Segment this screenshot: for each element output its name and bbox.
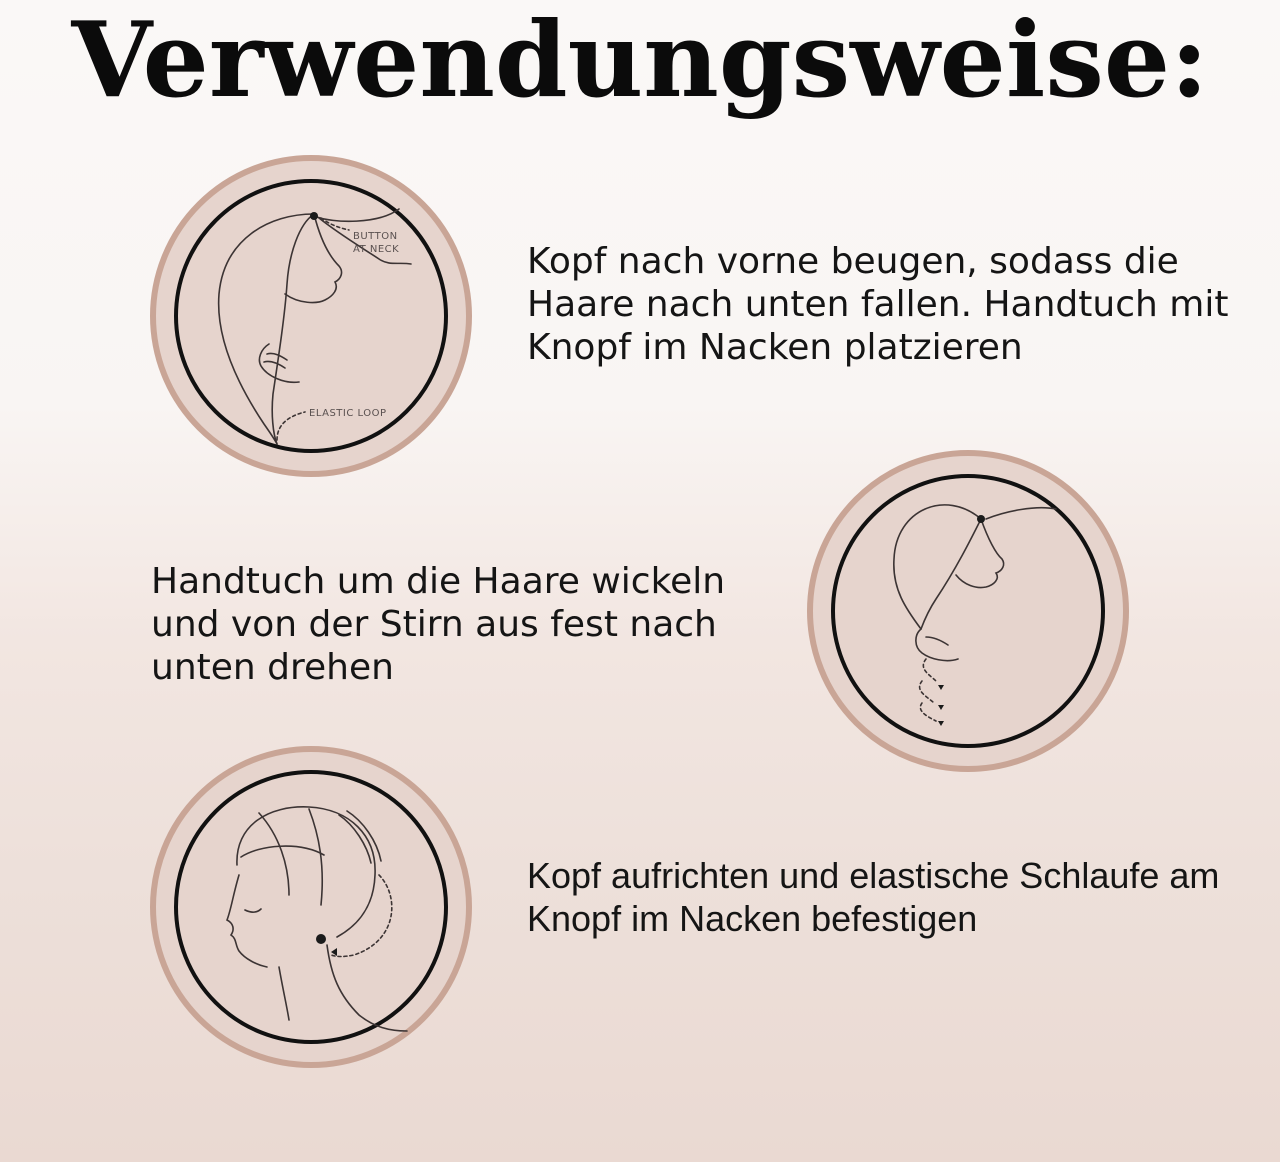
label-button-line2: AT NECK <box>353 244 400 255</box>
step-2-text: Handtuch um die Haare wickeln und von der Stirn aus fest nach unten drehen <box>151 561 726 688</box>
page-title: Verwendungsweise: <box>71 0 1209 121</box>
step-3-illustration <box>149 745 473 1069</box>
step-1-illustration <box>149 154 473 478</box>
label-button-line1: BUTTON <box>353 231 398 242</box>
label-elastic-loop: ELASTIC LOOP <box>309 408 387 419</box>
step-1-text: Kopf nach vorne beugen, sodass die Haare nach unten fallen. Handtuch mit Knopf im Nacken platzieren <box>527 241 1229 368</box>
step-3-text: Kopf aufrichten und elastische Schlaufe am Knopf im Nacken befestigen <box>527 855 1220 939</box>
step-2-illustration <box>806 449 1130 773</box>
